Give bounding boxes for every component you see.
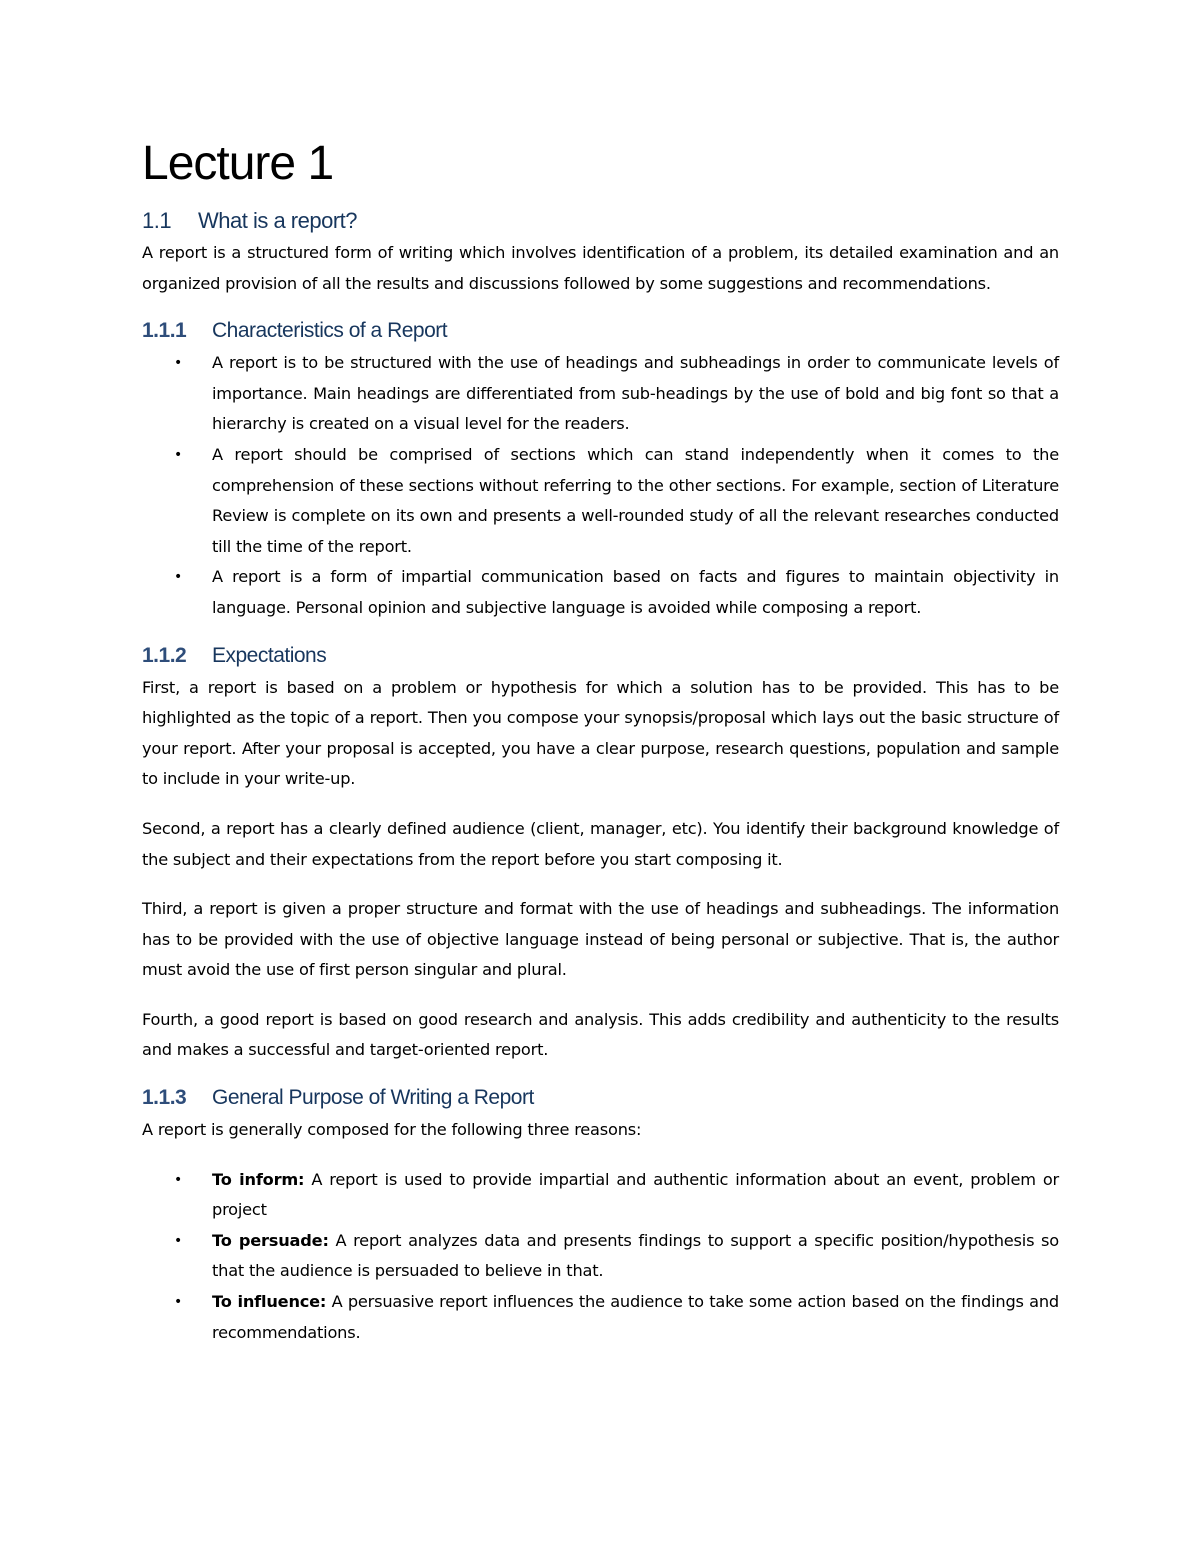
- section-heading-1-1: [142, 208, 1059, 234]
- list-item-text: A report analyzes data and presents findings to support a specific position/hypothesis so that the audience is persuaded to believe in that.: [212, 1230, 1059, 1281]
- section-title: What is a report?: [198, 208, 358, 233]
- list-item-text: A report should be comprised of sections which can stand independently when it comes to the comprehension of these sections without referring to the other sections. For example, section of Literature Review is complete on its own and presents a well-rounded study of all the relevant researches conducted till the time of the report.: [212, 444, 1059, 556]
- paragraph: Fourth, a good report is based on good research and analysis. This adds credibility and authenticity to the results and makes a successful and target-oriented report.: [142, 1009, 1059, 1060]
- paragraph: Second, a report has a clearly defined audience (client, manager, etc). You identify their background knowledge of the subject and their expectations from the report before you start composing it.: [142, 818, 1059, 869]
- list-item: [174, 1165, 1059, 1226]
- paragraph: First, a report is based on a problem or hypothesis for which a solution has to be provided. This has to be highlighted as the topic of a report. Then you compose your synopsis/proposal which lays out the basic structure of your report. After your proposal is accepted, you have a clear purpose, research questions, population and sample to include in your write-up.: [142, 677, 1059, 789]
- characteristics-list: [142, 348, 1059, 623]
- section-title: Expectations: [212, 643, 327, 667]
- document-page: [142, 137, 1059, 1367]
- bullet-icon: •: [174, 1232, 183, 1249]
- section-heading-1-1-2: [142, 643, 1059, 669]
- list-item-term: To inform:: [212, 1169, 305, 1189]
- page-title: Lecture 1: [142, 137, 334, 190]
- list-item-text: A report is to be structured with the use of headings and subheadings in order to communicate levels of importance. Main headings are differentiated from sub-headings by the use of bold and big font so that a hierarchy is created on a visual level for the readers.: [212, 353, 1059, 434]
- list-item: [174, 440, 1059, 562]
- list-item-term: To persuade:: [212, 1230, 329, 1250]
- list-item: [174, 562, 1059, 623]
- section-number: 1.1.2: [142, 643, 187, 667]
- list-item-text: A persuasive report influences the audience to take some action based on the findings and recommendations.: [212, 1292, 1059, 1342]
- bullet-icon: •: [174, 569, 183, 586]
- list-item-term: To influence:: [212, 1292, 327, 1312]
- list-item-text: A report is a form of impartial communication based on facts and figures to maintain objectivity in language. Personal opinion and subjective language is avoided while composing a report.: [212, 567, 1059, 617]
- bullet-icon: •: [174, 355, 183, 372]
- list-item-text: A report is used to provide impartial and authentic information about an event, problem or project: [212, 1169, 1059, 1220]
- section-number: 1.1: [142, 208, 172, 233]
- section-title: Characteristics of a Report: [212, 319, 448, 343]
- purpose-list: [142, 1165, 1059, 1349]
- section-heading-1-1-3: [142, 1085, 1059, 1111]
- bullet-icon: •: [174, 1294, 183, 1311]
- list-item: [174, 1226, 1059, 1287]
- section-title: General Purpose of Writing a Report: [212, 1086, 534, 1110]
- section-number: 1.1.3: [142, 1086, 187, 1110]
- section-number: 1.1.1: [142, 319, 187, 343]
- list-item: [174, 348, 1059, 440]
- section-heading-1-1-1: [142, 318, 1059, 344]
- paragraph: A report is a structured form of writing which involves identification of a problem, its detailed examination and an organized provision of all the results and discussions followed by some suggestions and recommendations.: [142, 243, 1059, 293]
- paragraph: Third, a report is given a proper structure and format with the use of headings and subheadings. The information has to be provided with the use of objective language instead of being personal or subjective. That is, the author must avoid the use of first person singular and plural.: [142, 899, 1059, 980]
- bullet-icon: •: [174, 446, 183, 463]
- list-item: [174, 1287, 1059, 1348]
- paragraph: A report is generally composed for the following three reasons:: [142, 1120, 642, 1140]
- bullet-icon: •: [174, 1171, 183, 1188]
